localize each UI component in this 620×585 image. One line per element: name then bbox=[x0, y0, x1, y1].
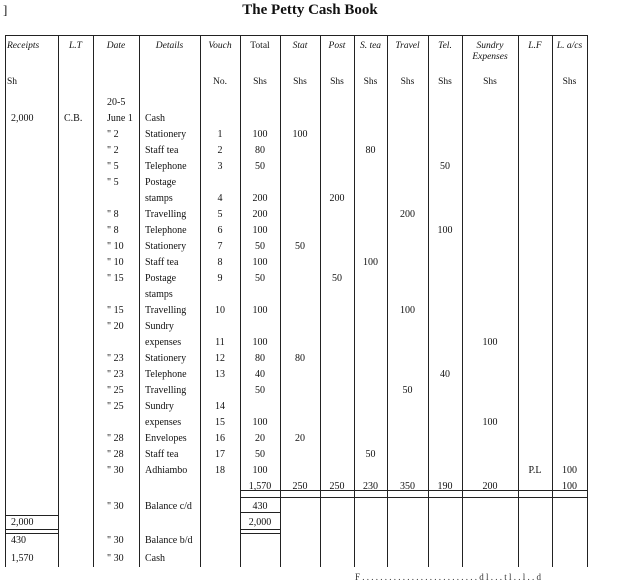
cell-date: " 28 bbox=[107, 433, 124, 444]
cell-date: " 30 bbox=[107, 465, 124, 476]
cell-stat: 100 bbox=[292, 129, 308, 140]
column-header-lf: L.F bbox=[528, 41, 542, 51]
cell-details: Sundry bbox=[145, 401, 174, 412]
cell-date: " 10 bbox=[107, 257, 124, 268]
column-rule bbox=[587, 35, 588, 567]
cell-details: Adhiambo bbox=[145, 465, 188, 476]
cell-date: " 20 bbox=[107, 321, 124, 332]
cell-date: 20-5 bbox=[107, 97, 126, 108]
cell-travel: 200 bbox=[400, 209, 415, 220]
column-rule bbox=[518, 35, 519, 567]
cell-tel: 100 bbox=[437, 225, 453, 236]
cell-vouch: 14 bbox=[215, 401, 225, 412]
cell-vouch: 16 bbox=[215, 433, 225, 444]
cell-post: 200 bbox=[329, 193, 345, 204]
cell-total: 50 bbox=[255, 273, 265, 284]
cell-details: Travelling bbox=[145, 385, 187, 396]
header-top-rule bbox=[5, 35, 587, 36]
cell-total: 50 bbox=[255, 161, 265, 172]
cell-total: 80 bbox=[255, 353, 265, 364]
cell-details: Telephone bbox=[145, 161, 187, 172]
cell-date: " 30 bbox=[107, 535, 124, 546]
bottom-faint-text: F . . . . . . . . . . . . . . . . . . . . . . . . . . d l . . . t l . . l . . d bbox=[355, 572, 542, 582]
page-title: The Petty Cash Book bbox=[242, 2, 378, 18]
column-header-travel: Travel bbox=[395, 41, 420, 51]
cell-vouch: 18 bbox=[215, 465, 225, 476]
cell-receipts: 1,570 bbox=[11, 553, 34, 564]
cell-details: Telephone bbox=[145, 225, 187, 236]
cell-lacs: 100 bbox=[562, 465, 577, 476]
column-rule bbox=[58, 35, 59, 567]
cell-vouch: 9 bbox=[217, 273, 223, 284]
cell-stat: 20 bbox=[295, 433, 305, 444]
cell-date: " 23 bbox=[107, 353, 124, 364]
cell-date: " 5 bbox=[107, 177, 119, 188]
cell-vouch: 7 bbox=[217, 241, 223, 252]
cell-travel: 350 bbox=[400, 481, 415, 492]
column-unit-stat: Shs bbox=[293, 77, 307, 87]
cell-vouch: 11 bbox=[215, 337, 225, 348]
cell-total: 2,000 bbox=[248, 517, 272, 528]
cell-details: Balance b/d bbox=[145, 535, 193, 546]
cell-details: expenses bbox=[145, 417, 182, 428]
cell-details: Postage bbox=[145, 177, 177, 188]
column-header-total: Total bbox=[250, 41, 270, 51]
column-unit-stea: Shs bbox=[363, 77, 378, 87]
cell-details: Stationery bbox=[145, 129, 187, 140]
column-header-post: Post bbox=[328, 41, 346, 51]
cell-vouch: 13 bbox=[215, 369, 225, 380]
cell-details: Cash bbox=[145, 113, 165, 124]
cell-total: 50 bbox=[255, 385, 265, 396]
cell-details: Postage bbox=[145, 273, 177, 284]
column-unit-vouch: No. bbox=[213, 77, 227, 87]
cell-stea: 80 bbox=[365, 145, 376, 156]
cell-details: stamps bbox=[145, 289, 173, 300]
cell-date: " 2 bbox=[107, 129, 119, 140]
column-unit-total: Shs bbox=[253, 77, 267, 87]
cell-travel: 100 bbox=[400, 305, 415, 316]
cell-details: Stationery bbox=[145, 353, 187, 364]
cell-lf: P.L bbox=[528, 465, 542, 476]
cell-date: " 30 bbox=[107, 501, 124, 512]
cell-stea: 230 bbox=[363, 481, 378, 492]
grand-total-bottom-rule bbox=[240, 529, 280, 530]
column-header-lacs: L. a/cs bbox=[556, 41, 583, 51]
column-header-date: Date bbox=[106, 41, 126, 51]
cell-total: 50 bbox=[255, 241, 265, 252]
cell-stat: 250 bbox=[292, 481, 308, 492]
cell-total: 1,570 bbox=[248, 481, 272, 492]
cell-date: " 25 bbox=[107, 385, 124, 396]
cell-stea: 50 bbox=[365, 449, 376, 460]
cell-total: 100 bbox=[252, 257, 268, 268]
column-rule bbox=[93, 35, 94, 567]
column-header-lt: L.T bbox=[69, 41, 82, 51]
cell-details: Staff tea bbox=[145, 257, 179, 268]
column-header-stat: Stat bbox=[292, 41, 308, 51]
cell-total: 50 bbox=[255, 449, 265, 460]
cell-tel: 190 bbox=[437, 481, 453, 492]
cell-date: June 1 bbox=[107, 113, 133, 124]
cell-details: Staff tea bbox=[145, 145, 179, 156]
column-rule bbox=[200, 35, 201, 567]
cell-vouch: 2 bbox=[217, 145, 223, 156]
cell-date: " 23 bbox=[107, 369, 124, 380]
cell-date: " 25 bbox=[107, 401, 124, 412]
receipts-total-bottom-rule bbox=[5, 529, 58, 530]
cell-vouch: 4 bbox=[217, 193, 223, 204]
cell-total: 100 bbox=[252, 225, 268, 236]
cell-stea: 100 bbox=[363, 257, 378, 268]
cell-details: Stationery bbox=[145, 241, 187, 252]
cell-date: " 10 bbox=[107, 241, 124, 252]
cell-tel: 40 bbox=[440, 369, 450, 380]
cell-receipts: 2,000 bbox=[11, 113, 34, 124]
column-header-details: Details bbox=[155, 41, 184, 51]
cell-sundry: 100 bbox=[482, 337, 498, 348]
cell-post: 50 bbox=[332, 273, 342, 284]
cell-vouch: 15 bbox=[215, 417, 225, 428]
column-unit-lacs: Shs bbox=[562, 77, 577, 87]
cell-vouch: 10 bbox=[215, 305, 225, 316]
column-unit-sundry: Shs bbox=[483, 77, 497, 87]
totals-bottom-rule bbox=[240, 497, 587, 498]
cell-tel: 50 bbox=[440, 161, 450, 172]
cell-total: 20 bbox=[255, 433, 265, 444]
cell-date: " 8 bbox=[107, 209, 119, 220]
grand-total-double-rule bbox=[240, 533, 280, 534]
cell-total: 40 bbox=[255, 369, 265, 380]
cell-date: " 15 bbox=[107, 305, 124, 316]
cell-sundry: 200 bbox=[482, 481, 498, 492]
column-header-stea: S. tea bbox=[359, 41, 382, 51]
cell-sundry: 100 bbox=[482, 417, 498, 428]
cell-vouch: 5 bbox=[217, 209, 223, 220]
column-header-sundry: Sundry Expenses bbox=[472, 41, 508, 62]
cell-vouch: 6 bbox=[217, 225, 223, 236]
column-rule bbox=[139, 35, 140, 567]
receipts-total-top-rule bbox=[5, 515, 58, 516]
cell-details: Balance c/d bbox=[145, 501, 192, 512]
cell-vouch: 3 bbox=[217, 161, 223, 172]
cell-date: " 30 bbox=[107, 553, 124, 564]
cell-details: Telephone bbox=[145, 369, 187, 380]
cell-date: " 8 bbox=[107, 225, 119, 236]
cell-post: 250 bbox=[329, 481, 345, 492]
cell-total: 100 bbox=[252, 129, 268, 140]
cell-date: " 15 bbox=[107, 273, 124, 284]
column-unit-post: Shs bbox=[330, 77, 344, 87]
cell-total: 430 bbox=[252, 501, 268, 512]
cell-vouch: 8 bbox=[217, 257, 223, 268]
column-unit-tel: Shs bbox=[438, 77, 452, 87]
cell-details: Sundry bbox=[145, 321, 174, 332]
cell-receipts: 2,000 bbox=[11, 517, 34, 528]
cell-details: Envelopes bbox=[145, 433, 187, 444]
cell-travel: 50 bbox=[402, 385, 413, 396]
receipts-total-double-rule bbox=[5, 533, 58, 534]
cell-date: " 28 bbox=[107, 449, 124, 460]
column-rule bbox=[5, 35, 6, 567]
cell-details: Travelling bbox=[145, 209, 187, 220]
column-unit-travel: Shs bbox=[400, 77, 415, 87]
cell-total: 80 bbox=[255, 145, 265, 156]
cell-vouch: 17 bbox=[215, 449, 225, 460]
cell-stat: 80 bbox=[295, 353, 305, 364]
cell-total: 100 bbox=[252, 305, 268, 316]
column-header-receipts: Receipts bbox=[7, 41, 40, 51]
cell-stat: 50 bbox=[295, 241, 305, 252]
cell-details: Cash bbox=[145, 553, 165, 564]
cell-total: 100 bbox=[252, 465, 268, 476]
column-unit-receipts: Sh bbox=[7, 77, 18, 87]
cell-total: 100 bbox=[252, 337, 268, 348]
cell-vouch: 1 bbox=[217, 129, 223, 140]
cell-receipts: 430 bbox=[11, 535, 26, 546]
cell-details: Travelling bbox=[145, 305, 187, 316]
cell-vouch: 12 bbox=[215, 353, 225, 364]
column-header-vouch: Vouch bbox=[208, 41, 232, 51]
cell-lt: C.B. bbox=[64, 113, 83, 124]
corner-mark: ] bbox=[3, 2, 8, 17]
cell-details: Staff tea bbox=[145, 449, 179, 460]
cell-lacs: 100 bbox=[562, 481, 577, 492]
cell-details: expenses bbox=[145, 337, 182, 348]
cell-date: " 2 bbox=[107, 145, 119, 156]
cell-total: 100 bbox=[252, 417, 268, 428]
column-header-tel: Tel. bbox=[438, 41, 452, 51]
cell-details: stamps bbox=[145, 193, 173, 204]
cell-total: 200 bbox=[252, 193, 268, 204]
cell-total: 200 bbox=[252, 209, 268, 220]
cell-date: " 5 bbox=[107, 161, 119, 172]
